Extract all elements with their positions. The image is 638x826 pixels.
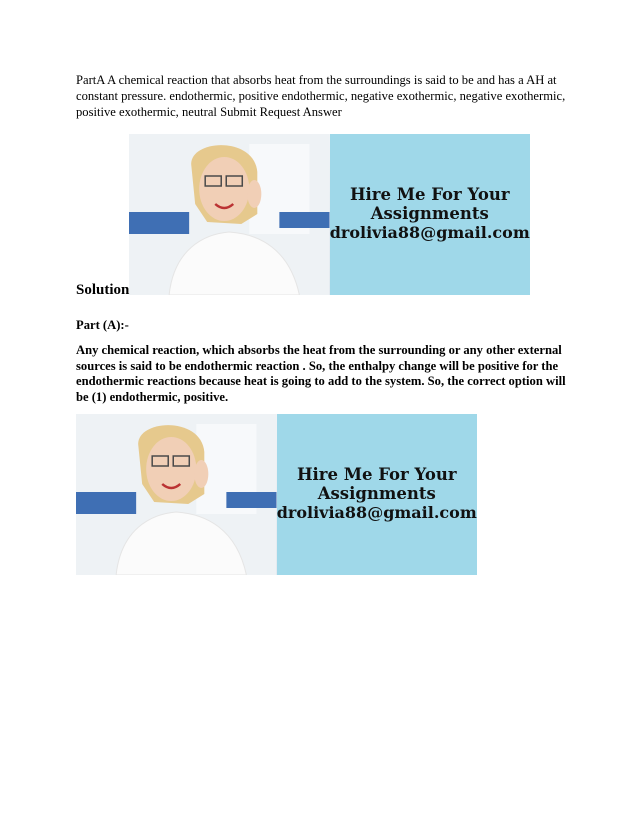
question-text: PartA A chemical reaction that absorbs heat from the surroundings is said to be and has a AH at constant pressure. endothermic, positive endothermic, negative exothermic, negative exothermic, positive exothermic, neutral Submit Request Answer [76,73,566,119]
banner-line-2: Assignments [370,204,489,224]
part-label: Part (A):- [76,318,129,332]
answer-text: Any chemical reaction, which absorbs the heat from the surrounding or any other external sources is said to be endothermic reaction . So, the enthalpy change will be positive for the endothermic reactions because heat is going to add to the system. So, the correct option will be (1) endothermic, positive. [76,343,566,404]
woman-photo [76,414,277,575]
banner-line-2: Assignments [317,484,436,504]
advert-banner [129,134,530,295]
banner-email: drolivia88@gmail.com [276,503,477,523]
banner-text [330,134,531,295]
banner-line-1: Hire Me For Your [296,465,457,485]
woman-photo [129,134,330,295]
advert-banner [76,414,477,575]
banner-line-1: Hire Me For Your [349,185,510,205]
banner-email: drolivia88@gmail.com [329,223,530,243]
solution-heading: Solution [76,282,130,298]
banner-text [277,414,478,575]
